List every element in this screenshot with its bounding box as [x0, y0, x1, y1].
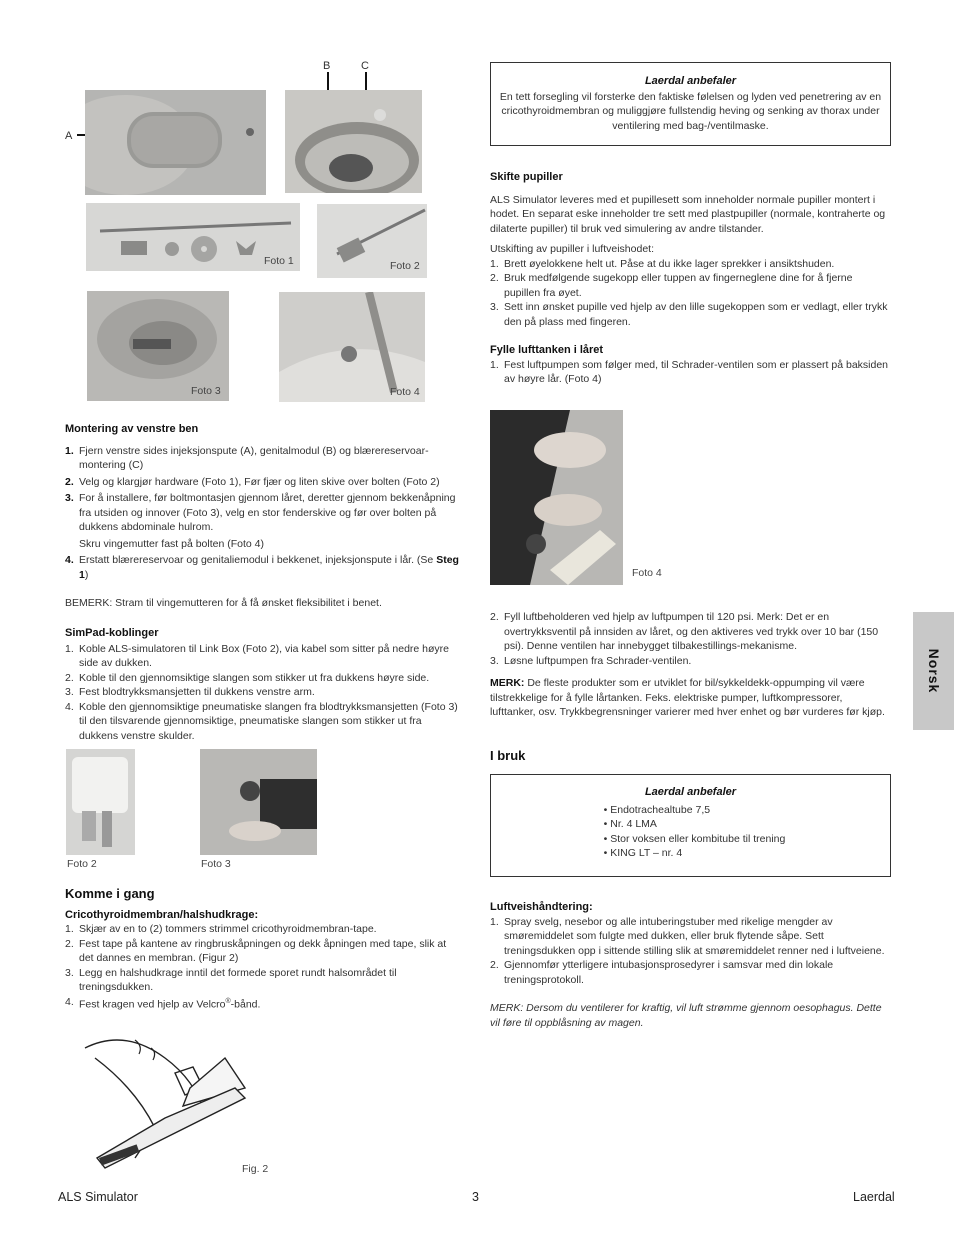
footer-right: Laerdal — [853, 1190, 895, 1204]
recommend-box-1-text: En tett forsegling vil forsterke den faktiske følelsen og lyden ved penetrering av en cricothyroidmembran og muliggjøre fullstendig heving og senking av thorax under ventilering med bag-/ventilmaske. — [499, 90, 882, 132]
photo-air-pump — [490, 410, 623, 585]
komme-item-3: 3. Legg en halshudkrage inntil det formede sporet rundt halsområdet til treningsdukken. — [65, 966, 397, 993]
caption-foto4-right: Foto 4 — [632, 567, 662, 579]
skifte-lead: Utskifting av pupiller i luftveishodet: — [490, 243, 654, 255]
photo-genital-module — [285, 90, 422, 193]
skifte-title: Skifte pupiller — [490, 171, 563, 183]
fylle-item-3: 3. Løsne luftpumpen fra Schrader-ventilen. — [490, 654, 692, 667]
montering-section — [65, 422, 460, 611]
komme-item-1: 1. Skjær av en to (2) tommers strimmel cricothyroidmembran-tape. — [65, 923, 377, 935]
montering-item-1: 1. Fjern venstre sides injeksjonspute (A), genitalmodul (B) og blærereservoar-montering (C) — [65, 444, 429, 471]
caption-fig2: Fig. 2 — [242, 1163, 269, 1175]
fylle-title: Fylle lufttanken i låret — [490, 344, 604, 356]
luftvei-note: MERK: Dersom du ventilerer for kraftig, vil luft strømme gjennom oesophagus. Dette vil føre til oppblåsning av magen. — [490, 1002, 882, 1029]
montering-extra: Skru vingemutter fast på bolten (Foto 4) — [79, 537, 265, 550]
language-tab-label: Norsk — [925, 648, 942, 694]
footer-page-number: 3 — [472, 1190, 479, 1204]
caption-foto1: Foto 1 — [264, 255, 294, 267]
luftvei-item-1: 1. Spray svelg, nesebor og alle intuberingstuber med rikelige mengder av smøremiddelet som fulgte med dukken, eller bruk flytende såpe. Sett treningsdukken opp i sittende stilling slik at smøremiddelet renner ned i luftveiene. — [490, 915, 885, 957]
recommend-item-4: • KING LT – nr. 4 — [603, 847, 683, 859]
ibruk-title: I bruk — [490, 748, 526, 763]
komme-subtitle: Cricothyroidmembran/halshudkrage: — [65, 908, 259, 921]
fylle-item-1: 1. Fest luftpumpen som følger med, til Schrader-ventilen som er plassert på baksiden av høyre lår. (Foto 4) — [490, 358, 889, 385]
luftvei-section — [490, 900, 888, 1030]
luftvei-title: Luftveishåndtering: — [490, 901, 593, 913]
skifte-item-3: 3. Sett inn ønsket pupille ved hjelp av den lille sugekoppen som er vedlagt, eller trykk den på plass med fingeren. — [490, 301, 888, 328]
photo-injection-pad — [85, 90, 266, 195]
fylle-item-2: 2. Fyll luftbeholderen ved hjelp av luftpumpen til 120 psi. Merk: Det er en overtrykksventil på innsiden av låret, og den aktiveres ved trykk over 10 bar (150 psi). Denne ventilen har innebygget tilbakestillings-mekanisme. — [490, 611, 879, 652]
caption-foto2: Foto 2 — [390, 260, 420, 272]
montering-item-4: 4. Erstatt blærereservoar og genitaliemodul i bekkenet, injeksjonspute i lår. (Se Steg 1) — [65, 554, 459, 581]
komme-item-2: 2. Fest tape på kantene av ringbruskåpningen og dekk åpningen med tape, slik at det dannes en membran. (Figur 2) — [65, 937, 447, 964]
caption-simpad-foto3: Foto 3 — [201, 858, 231, 870]
recommend-item-1: • Endotrachealtube 7,5 — [603, 803, 711, 816]
skifte-item-2: 2. Bruk medfølgende sugekopp eller tuppen av fingerneglene dine for å fjerne pupillen fra øyet. — [490, 272, 853, 299]
caption-foto3: Foto 3 — [191, 385, 221, 397]
recommend-box-2 — [490, 774, 891, 877]
label-a: A — [65, 130, 73, 142]
fylle-merk: MERK: De fleste produkter som er utviklet for bil/sykkeldekk-oppumping vil være tilstrekkelige for å fylle lårtanken. Feks. elektriske pumper, luftkompressorer, lufttanker, osv. Trykkbegrensninger varierer med hver enhet og bør vurderes før kjøp. — [490, 677, 885, 718]
komme-section — [65, 887, 460, 1012]
label-c: C — [361, 60, 369, 72]
caption-foto4: Foto 4 — [390, 386, 420, 398]
skifte-intro: ALS Simulator leveres med et pupillesett som inneholder normale pupiller montert i hodet. En separat eske inneholder tre sett med plastpupiller (normale, kontraherte og dilaterte pupiller) til bruk ved simulering av andre tilstander. — [490, 193, 886, 235]
montering-item-2: 2. Velg og klargjør hardware (Foto 1), Før fjær og liten skive over bolten (Foto 2) — [65, 475, 440, 488]
simpad-section — [65, 626, 460, 743]
komme-item-4: 4. Fest kragen ved hjelp av Velcro®-bånd. — [65, 995, 261, 1010]
montering-note: BEMERK: Stram til vingemutteren for å få ønsket fleksibilitet i benet. — [65, 597, 382, 609]
recommend-item-2: • Nr. 4 LMA — [603, 818, 657, 830]
luftvei-item-2: 2. Gjennomfør ytterligere intubasjonsprosedyrer i samsvar med din lokale treningsprotokoll. — [490, 959, 834, 986]
caption-simpad-foto2: Foto 2 — [67, 858, 97, 870]
recommend-box-2-title: Laerdal anbefaler — [644, 786, 737, 798]
recommend-box-1 — [490, 62, 891, 146]
montering-item-3: 3. For å installere, før boltmontasjen gjennom låret, deretter gjennom bekkenåpning fra utsiden og innover (Foto 3), velg en stor fenderskive og før over bolten på dukkens abdominale hulrom. — [65, 492, 456, 533]
simpad-title: SimPad-koblinger — [65, 627, 159, 639]
recommend-item-3: • Stor voksen eller kombitube til trening — [603, 832, 786, 845]
skifte-section — [490, 170, 888, 329]
photo-link-box — [66, 749, 135, 855]
recommend-box-1-title: Laerdal anbefaler — [644, 75, 737, 87]
footer-left: ALS Simulator — [58, 1190, 138, 1204]
simpad-item-4: 4. Koble den gjennomsiktige pneumatiske slangen fra blodtrykksmansjetten (Foto 3) til den tilsvarende gjennomsiktige, pneumatiske slangen som stikker ut fra dukkens venstre skulder. — [65, 700, 458, 742]
label-b: B — [323, 60, 331, 72]
fylle-continued — [490, 610, 888, 720]
fylle-section — [490, 343, 888, 387]
simpad-item-3: 3. Fest blodtrykksmansjetten til dukkens venstre arm. — [65, 686, 315, 698]
photo-bp-cuff — [200, 749, 317, 855]
simpad-item-1: 1. Koble ALS-simulatoren til Link Box (Foto 2), via kabel som sitter på nedre høyre side av dukken. — [65, 642, 450, 669]
montering-title: Montering av venstre ben — [65, 423, 199, 435]
komme-title: Komme i gang — [65, 886, 155, 901]
simpad-item-2: 2. Koble til den gjennomsiktige slangen som stikker ut fra dukkens høyre side. — [65, 671, 430, 684]
language-tab — [913, 612, 954, 730]
figure-neck-collar — [65, 1018, 265, 1178]
skifte-item-1: 1. Brett øyelokkene helt ut. Påse at du ikke lager sprekker i ansiktshuden. — [490, 257, 835, 270]
